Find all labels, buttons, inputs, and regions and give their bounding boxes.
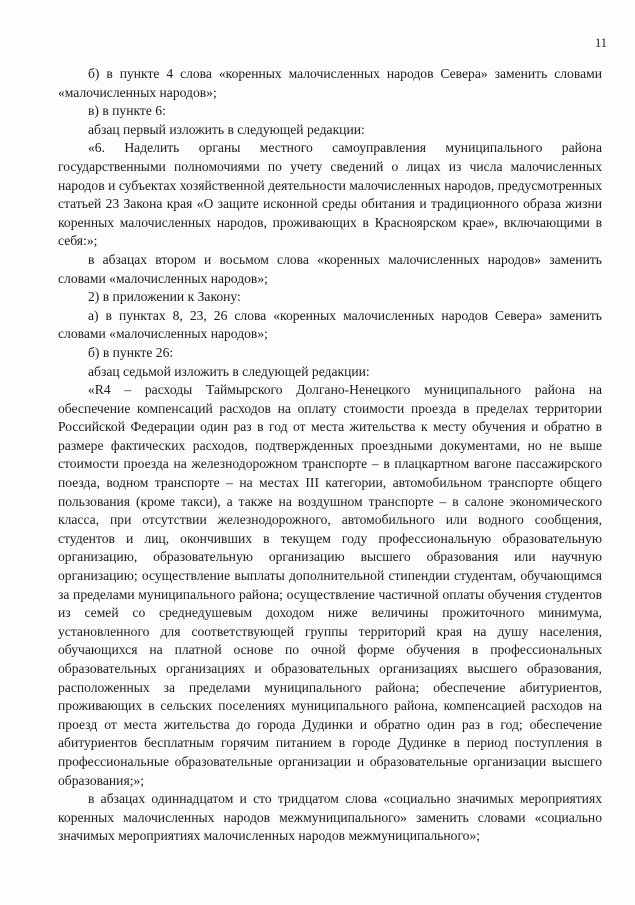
paragraph-quoted-r4: «R4 – расходы Таймырского Долгано-Ненецкого муниципального района на обеспечение компенсаций расходов на оплату стоимости проезда в пределах территории Российской Федерации один раз в год от места жительства к месту обучения и обратно в размере фактических расходов, подтвержденных проездными документами, но не выше стоимости проезда на железнодорожном транспорте – в плацкартном вагоне пассажирского поезда, водном транспорте – на местах III категории, автомобильном транспорте общего пользования (кроме такси), а также на воздушном транспорте – в салоне экономического класса, при отсутствии железнодорожного, автомобильного или водного сообщения, студентов и лиц, окончивших в текущем году профессиональную образовательную организацию, образовательную организацию высшего образования или научную организацию; осуществление выплаты дополнительной стипендии студентам, обучающимся за пределами муниципального района; осуществление частичной оплаты обучения студентов из семей со среднедушевым доходом ниже величины прожиточного минимума, установленного для соответствующей группы территорий края на душу населения, обучающихся на платной основе по очной форме обучения в профессиональных образовательных организациях и образовательных организациях высшего образования, расположенных за пределами муниципального района; обеспечение абитуриентов, проживающих в сельских поселениях муниципального района, компенсацией расходов на проезд от места жительства до города Дудинки и обратно один раз в год; обеспечение абитуриентов бесплатным горячим питанием в городе Дудинке в период поступления в профессиональные образовательные организации и образовательные организации высшего образования;»; (58, 382, 602, 788)
paragraph-item-b-point-4: б) в пункте 4 слова «коренных малочисленных народов Севера» заменить словами «малочисленных народов»; (58, 66, 602, 100)
paragraph-item-a-points: а) в пунктах 8, 23, 26 слова «коренных малочисленных народов Севера» заменить словами «малочисленных народов»; (58, 307, 602, 342)
paragraph-item-v-point-6: в) в пункте 6: (88, 103, 166, 119)
document-body (58, 65, 602, 846)
paragraph-abzac-second-eighth: в абзацах втором и восьмом слова «коренных малочисленных народов» заменить словами «малочисленных народов»; (58, 251, 602, 286)
paragraph-first-abzac-instruction: абзац первый изложить в следующей редакции: (88, 121, 365, 137)
paragraph-seventh-abzac-instruction: абзац седьмой изложить в следующей редакции: (88, 363, 370, 379)
paragraph-abzac-eleventh-130th: в абзацах одиннадцатом и сто тридцатом слова «социально значимых мероприятиях коренных малочисленных народов межмуниципального» заменить словами «социально значимых мероприятиях малочисленных народов межмуниципального»; (58, 791, 602, 844)
paragraph-quoted-point-6: «6. Наделить органы местного самоуправления муниципального района государственными полномочиями по учету сведений о лицах из числа малочисленных народов и субъектах хозяйственной деятельности малочисленных народов, предусмотренных статьей 23 Закона края «О защите исконной среды обитания и традиционного образа жизни коренных малочисленных народов, проживающих в Красноярском крае», включающими в себя:»; (58, 140, 602, 249)
paragraph-appendix-heading: 2) в приложении к Закону: (88, 289, 241, 305)
page-number: 11 (594, 36, 607, 50)
paragraph-item-b-point-26: б) в пункте 26: (88, 344, 174, 360)
